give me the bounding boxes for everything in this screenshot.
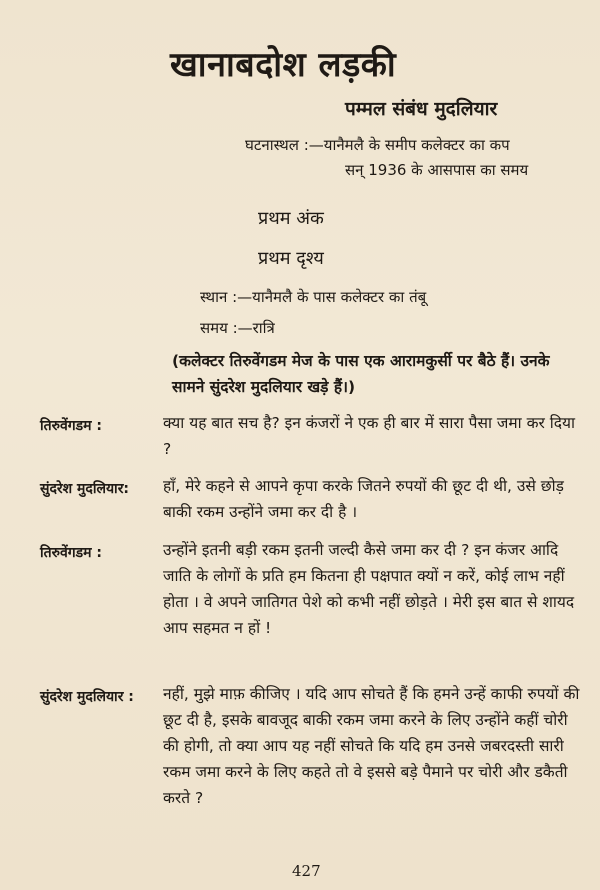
author-name: पम्मल संबंध मुदलियार: [345, 98, 498, 120]
speech-text: हाँ, मेरे कहने से आपने कृपा करके जितने रुपयों की छूट दी थी, उसे छोड़ बाकी रकम उन्होंने जमा कर दी है ।: [163, 477, 564, 521]
act-heading: प्रथम अंक: [258, 208, 324, 229]
speech-text: क्या यह बात सच है? इन कंजरों ने एक ही बार में सारा पैसा जमा कर दिया ?: [163, 414, 576, 458]
speech-text: उन्होंने इतनी बड़ी रकम इतनी जल्दी कैसे जमा कर दी ? इन कंजर आदि जाति के लोगों के प्रति हम कितना ही पक्षपात क्यों न करें, कोई लाभ नहीं होता । वे अपने जातिगत पेशे को कभी नहीं छोड़ते । मेरी इस बात से शायद आप सहमत न हों !: [163, 541, 575, 637]
setting-time: सन् 1936 के आसपास का समय: [345, 161, 529, 179]
scene-heading: प्रथम दृश्य: [258, 248, 324, 269]
stage-direction: (कलेक्टर तिरुवेंगडम मेज के पास एक आरामकुर्सी पर बैठे हैं। उनके सामने सुंदरेश मुदलियार खड़े हैं।): [172, 352, 550, 396]
speaker-name: तिरुवेंगडम :: [40, 418, 102, 434]
scene-time: समय :—रात्रि: [200, 319, 275, 337]
scene-place: स्थान :—यानैमलै के पास कलेक्टर का तंबू: [200, 288, 427, 306]
speaker-name: सुंदरेश मुदलियार:: [40, 481, 130, 497]
setting-location: घटनास्थल :—यानैमलै के समीप कलेक्टर का कप: [245, 136, 510, 154]
speaker-name: सुंदरेश मुदलियार :: [40, 689, 134, 705]
page-number: 427: [292, 862, 321, 880]
speech-text: नहीं, मुझे माफ़ कीजिए । यदि आप सोचते हैं कि हमने उन्हें काफी रुपयों की छूट दी है, इसके बावजूद बाकी रकम जमा करने के लिए उन्होंने कहीं चोरी की होगी, तो क्या आप यह नहीं सोचते कि यदि हम उनसे जबरदस्ती सारी रकम जमा करने के लिए कहते तो वे इससे बड़े पैमाने पर चोरी और डकैती करते ?: [163, 685, 580, 807]
speaker-name: तिरुवेंगडम :: [40, 545, 102, 561]
play-title: खानाबदोश लड़की: [170, 45, 397, 85]
